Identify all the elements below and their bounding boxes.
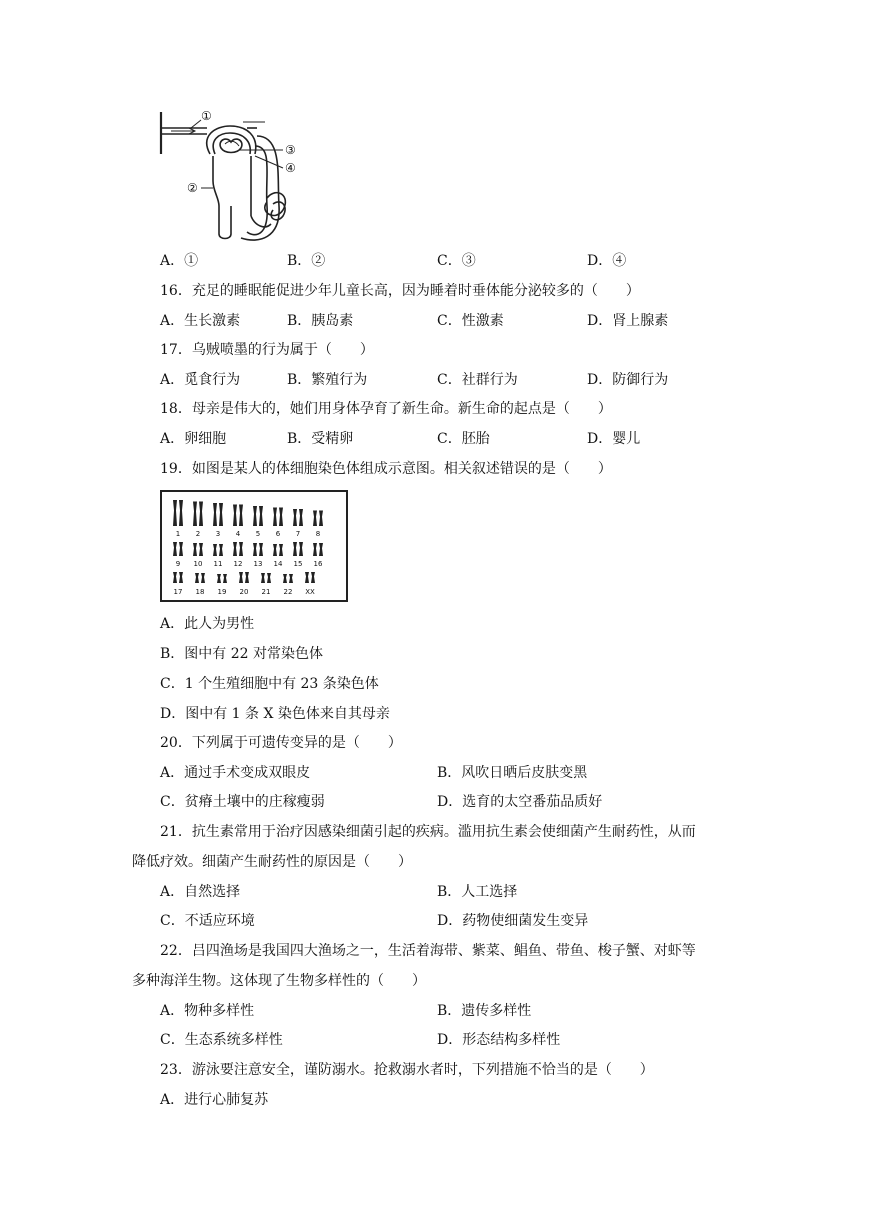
karyotype-label: 15	[293, 560, 303, 568]
q20-option-d: D．选育的太空番茄品质好	[437, 794, 603, 810]
karyotype-label: 5	[255, 530, 261, 538]
karyotype-label: 20	[239, 588, 249, 596]
q16-option-d: D．肾上腺素	[587, 313, 669, 329]
karyotype-label: 3	[215, 530, 221, 538]
karyotype-label: 17	[173, 588, 183, 596]
q19-option-d: D．图中有 1 条 X 染色体来自其母亲	[160, 706, 390, 722]
q20-stem: 20．下列属于可遗传变异的是（ ）	[160, 735, 402, 751]
q16-option-c: C．性激素	[437, 313, 504, 329]
q22-option-c: C．生态系统多样性	[160, 1032, 283, 1048]
q15-option-b: B．②	[287, 253, 326, 269]
q20-option-b: B．风吹日晒后皮肤变黑	[437, 765, 588, 781]
q18-option-d: D．婴儿	[587, 431, 641, 447]
q17-option-b: B．繁殖行为	[287, 372, 368, 388]
label-1: ①	[201, 109, 212, 123]
q23-option-a: A．进行心肺复苏	[160, 1092, 269, 1108]
q19-option-b: B．图中有 22 对常染色体	[160, 646, 324, 662]
label-3: ③	[285, 143, 296, 157]
q18-option-c: C．胚胎	[437, 431, 490, 447]
q22-option-a: A．物种多样性	[160, 1003, 255, 1019]
karyotype-label: 6	[275, 530, 281, 538]
q19-option-a: A．此人为男性	[160, 616, 255, 632]
karyotype-label: 13	[253, 560, 263, 568]
q22-option-d: D．形态结构多样性	[437, 1032, 561, 1048]
nephron-figure	[155, 106, 315, 246]
karyotype-label: 21	[261, 588, 271, 596]
q20-option-a: A．通过手术变成双眼皮	[160, 765, 311, 781]
karyotype-label: 10	[193, 560, 203, 568]
q21-stem-line2: 降低疗效。细菌产生耐药性的原因是（ ）	[132, 854, 412, 870]
q20-option-c: C．贫瘠土壤中的庄稼瘦弱	[160, 794, 325, 810]
q18-option-a: A．卵细胞	[160, 431, 227, 447]
karyotype-label: 19	[217, 588, 227, 596]
karyotype-label: 7	[295, 530, 301, 538]
q21-option-a: A．自然选择	[160, 884, 241, 900]
q17-stem: 17．乌贼喷墨的行为属于（ ）	[160, 342, 374, 358]
label-2: ②	[187, 181, 198, 195]
q21-option-c: C．不适应环境	[160, 913, 255, 929]
karyotype-label: 4	[235, 530, 241, 538]
q15-option-d: D．④	[587, 253, 627, 269]
karyotype-label: 16	[313, 560, 323, 568]
karyotype-label: 1	[175, 530, 181, 538]
q22-option-b: B．遗传多样性	[437, 1003, 532, 1019]
q21-stem-line1: 21．抗生素常用于治疗因感染细菌引起的疾病。滥用抗生素会使细菌产生耐药性，从而	[160, 824, 696, 840]
q21-option-d: D．药物使细菌发生变异	[437, 913, 589, 929]
q15-option-c: C．③	[437, 253, 476, 269]
q18-option-b: B．受精卵	[287, 431, 354, 447]
q19-option-c: C．1 个生殖细胞中有 23 条染色体	[160, 676, 379, 692]
q23-stem: 23．游泳要注意安全，谨防溺水。抢救溺水者时，下列措施不恰当的是（ ）	[160, 1062, 654, 1078]
karyotype-label: 12	[233, 560, 243, 568]
karyotype-label: 9	[175, 560, 181, 568]
q17-option-d: D．防御行为	[587, 372, 669, 388]
q19-stem: 19．如图是某人的体细胞染色体组成示意图。相关叙述错误的是（ ）	[160, 461, 612, 477]
q18-stem: 18．母亲是伟大的，她们用身体孕育了新生命。新生命的起点是（ ）	[160, 401, 612, 417]
q22-stem-line2: 多种海洋生物。这体现了生物多样性的（ ）	[132, 973, 426, 989]
karyotype-label: 22	[283, 588, 293, 596]
q16-option-a: A．生长激素	[160, 313, 241, 329]
karyotype-label: 2	[195, 530, 201, 538]
q16-option-b: B．胰岛素	[287, 313, 354, 329]
karyotype-label: 8	[315, 530, 321, 538]
q15-option-a: A．①	[160, 253, 199, 269]
label-4: ④	[285, 161, 296, 175]
karyotype-label: XX	[305, 588, 315, 596]
karyotype-label: 18	[195, 588, 205, 596]
karyotype-figure	[160, 490, 348, 602]
q16-stem: 16．充足的睡眠能促进少年儿童长高，因为睡着时垂体能分泌较多的（ ）	[160, 283, 640, 299]
q22-stem-line1: 22．吕四渔场是我国四大渔场之一，生活着海带、紫菜、鲳鱼、带鱼、梭子蟹、对虾等	[160, 943, 696, 959]
karyotype-label: 14	[273, 560, 283, 568]
karyotype-label: 11	[213, 560, 223, 568]
q17-option-a: A．觅食行为	[160, 372, 241, 388]
q17-option-c: C．社群行为	[437, 372, 518, 388]
q21-option-b: B．人工选择	[437, 884, 518, 900]
